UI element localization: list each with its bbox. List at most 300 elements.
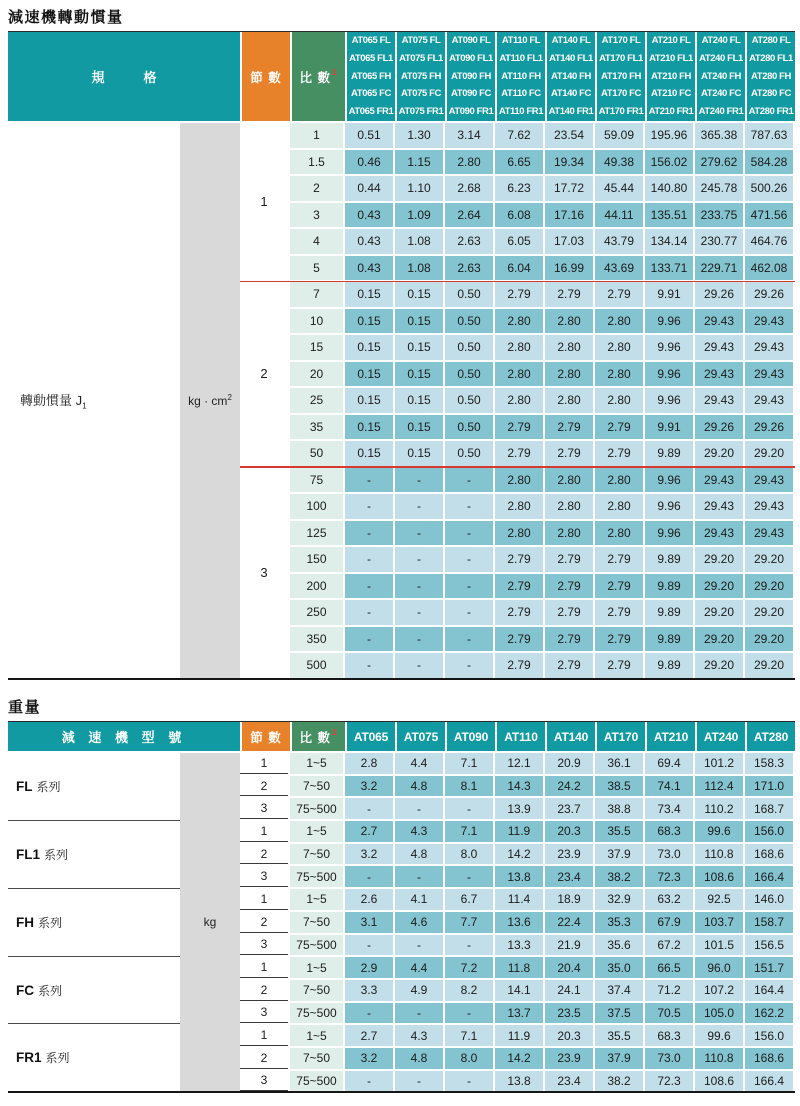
value-cell: 29.20 [695, 574, 743, 599]
value-cell: 73.4 [645, 798, 693, 819]
value-cell: 162.2 [745, 1003, 793, 1024]
value-cell: 13.8 [495, 866, 543, 887]
weight-grid [240, 753, 795, 1091]
value-cell: 38.2 [595, 1071, 643, 1092]
inertia-quantity-label: 轉動慣量 $J_1$ [20, 392, 87, 411]
value-cell: 2.79 [545, 574, 593, 599]
model-column-header: AT170 [597, 722, 645, 751]
value-cell: - [345, 1003, 393, 1024]
value-cell: 112.4 [695, 776, 743, 797]
value-cell: - [445, 1003, 493, 1024]
ratio-cell: 1~5 [290, 1025, 343, 1046]
value-cell: 38.2 [595, 866, 643, 887]
model-variant-label: AT210 FH [651, 70, 691, 82]
value-cell: 19.34 [545, 150, 593, 175]
inertia-body [8, 123, 795, 678]
series-name [8, 957, 180, 1025]
value-cell: 2.79 [495, 574, 543, 599]
value-cell: 29.43 [695, 362, 743, 387]
value-cell: 0.15 [395, 415, 443, 440]
value-cell: 164.4 [745, 980, 793, 1001]
stage-cell: 1 [240, 889, 288, 910]
value-cell: - [445, 547, 493, 572]
model-column-header: AT240 [697, 722, 745, 751]
model-variant-label: AT210 FC [651, 88, 691, 100]
stage-header-label: 節 數 [250, 730, 282, 745]
value-cell: 49.38 [595, 150, 643, 175]
model-variant-label: AT075 FR1 [398, 106, 444, 118]
value-cell: 2.8 [345, 753, 393, 774]
value-cell: 14.1 [495, 980, 543, 1001]
value-cell: 35.5 [595, 821, 643, 842]
value-cell: - [445, 574, 493, 599]
value-cell: 110.2 [695, 798, 743, 819]
value-cell: 29.20 [745, 574, 793, 599]
value-cell: 133.71 [645, 256, 693, 281]
value-cell: 73.0 [645, 844, 693, 865]
value-cell: 2.80 [545, 468, 593, 493]
stage-cell: 2 [240, 1048, 288, 1069]
value-cell: - [395, 798, 443, 819]
model-variant-label: AT210 FR1 [648, 106, 694, 118]
value-cell: 29.43 [695, 521, 743, 546]
model-column-header: AT065 [347, 722, 395, 751]
value-cell: 9.89 [645, 600, 693, 625]
ratio-cell: 1~5 [290, 753, 343, 774]
value-cell: 279.62 [695, 150, 743, 175]
value-cell: 2.80 [545, 335, 593, 360]
group-separator-line [240, 281, 795, 283]
value-cell: 29.43 [695, 494, 743, 519]
value-cell: 37.4 [595, 980, 643, 1001]
model-variant-label: AT170 FH [601, 70, 641, 82]
model-column-header: AT090 [447, 722, 495, 751]
value-cell: 0.15 [395, 309, 443, 334]
value-cell: 2.80 [445, 150, 493, 175]
value-cell: 2.79 [545, 415, 593, 440]
value-cell: 29.20 [745, 627, 793, 652]
value-cell: 2.80 [495, 388, 543, 413]
ratio-cell: 7 [290, 282, 343, 307]
value-cell: 29.43 [745, 388, 793, 413]
value-cell: 2.80 [595, 468, 643, 493]
value-cell: 0.15 [395, 282, 443, 307]
value-cell: - [395, 494, 443, 519]
ratio-cell: 75~500 [290, 866, 343, 887]
value-cell: 2.80 [495, 362, 543, 387]
value-cell: 2.80 [595, 362, 643, 387]
value-cell: 0.50 [445, 441, 493, 466]
inertia-grid-area [240, 123, 795, 678]
value-cell: 36.1 [595, 753, 643, 774]
value-cell: 0.50 [445, 415, 493, 440]
value-cell: 69.4 [645, 753, 693, 774]
model-column-header [697, 32, 745, 121]
model-variant-label: AT170 FR1 [598, 106, 644, 118]
value-cell: 14.3 [495, 776, 543, 797]
value-cell: 4.3 [395, 821, 443, 842]
value-cell: 0.50 [445, 309, 493, 334]
value-cell: 2.80 [595, 335, 643, 360]
value-cell: 96.0 [695, 957, 743, 978]
stage-cell: 1 [240, 1025, 288, 1046]
inertia-section [8, 6, 795, 680]
value-cell: - [345, 468, 393, 493]
value-cell: 0.15 [395, 335, 443, 360]
value-cell: 230.77 [695, 229, 743, 254]
ratio-cell: 7~50 [290, 912, 343, 933]
value-cell: 72.3 [645, 866, 693, 887]
model-variant-label: AT240 FR1 [698, 106, 744, 118]
value-cell: 74.1 [645, 776, 693, 797]
model-variant-label: AT140 FC [551, 88, 591, 100]
value-cell: 16.99 [545, 256, 593, 281]
value-cell: 70.5 [645, 1003, 693, 1024]
value-cell: 500.26 [745, 176, 793, 201]
value-cell: 6.7 [445, 889, 493, 910]
value-cell: 0.15 [345, 335, 393, 360]
value-cell: 108.6 [695, 1071, 743, 1092]
value-cell: 4.1 [395, 889, 443, 910]
value-cell: - [345, 627, 393, 652]
value-cell: - [345, 866, 393, 887]
value-cell: 9.89 [645, 441, 693, 466]
value-cell: 8.2 [445, 980, 493, 1001]
value-cell: 35.6 [595, 935, 643, 956]
value-cell: 9.96 [645, 388, 693, 413]
stage-cell: 1 [240, 753, 288, 774]
inertia-unit-label: kg · $cm^2$ [188, 392, 232, 408]
ratio-cell: 10 [290, 309, 343, 334]
weight-model-column-headers [347, 722, 795, 751]
value-cell: 166.4 [745, 866, 793, 887]
value-cell: - [445, 653, 493, 678]
weight-section [8, 696, 795, 1093]
ratio-cell: 2 [290, 176, 343, 201]
value-cell: - [445, 798, 493, 819]
weight-body [8, 753, 795, 1091]
value-cell: - [345, 494, 393, 519]
value-cell: 2.80 [545, 362, 593, 387]
value-cell: 29.20 [695, 600, 743, 625]
ratio-cell: 20 [290, 362, 343, 387]
value-cell: 3.14 [445, 123, 493, 148]
ratio-header [292, 32, 345, 121]
series-name-column [8, 753, 180, 1091]
value-cell: 6.23 [495, 176, 543, 201]
value-cell: - [445, 494, 493, 519]
value-cell: 11.4 [495, 889, 543, 910]
model-variant-label: AT240 FL1 [699, 52, 743, 64]
value-cell: 7.2 [445, 957, 493, 978]
model-variant-label: AT140 FL1 [549, 52, 593, 64]
value-cell: 67.2 [645, 935, 693, 956]
value-cell: 464.76 [745, 229, 793, 254]
model-variant-label: AT090 FL1 [449, 52, 493, 64]
value-cell: 4.8 [395, 776, 443, 797]
model-variant-label: AT170 FL [601, 34, 641, 46]
model-number-header-label: 減 速 機 型 號 [61, 730, 187, 745]
ratio-cell: 1.5 [290, 150, 343, 175]
value-cell: 0.50 [445, 362, 493, 387]
value-cell: - [345, 600, 393, 625]
ratio-cell: 100 [290, 494, 343, 519]
value-cell: 787.63 [745, 123, 793, 148]
weight-unit-cell [180, 753, 240, 1091]
value-cell: - [395, 1003, 443, 1024]
value-cell: - [395, 627, 443, 652]
value-cell: 2.80 [595, 494, 643, 519]
value-cell: 22.4 [545, 912, 593, 933]
value-cell: 29.43 [695, 309, 743, 334]
model-variant-label: AT075 FC [401, 88, 441, 100]
value-cell: 92.5 [695, 889, 743, 910]
value-cell: 4.8 [395, 1048, 443, 1069]
value-cell: 0.15 [345, 415, 393, 440]
ratio-cell: 75 [290, 468, 343, 493]
value-cell: - [395, 866, 443, 887]
value-cell: 365.38 [695, 123, 743, 148]
model-variant-label: AT065 FL1 [349, 52, 393, 64]
value-cell: 156.0 [745, 821, 793, 842]
stage-cell: 3 [240, 866, 288, 887]
value-cell: 3.2 [345, 1048, 393, 1069]
series-name [8, 1024, 180, 1091]
value-cell: 2.80 [495, 494, 543, 519]
series-code: FC [16, 982, 34, 998]
inertia-header-row [8, 31, 795, 121]
value-cell: 29.20 [695, 547, 743, 572]
value-cell: 20.4 [545, 957, 593, 978]
ratio-cell: 7~50 [290, 776, 343, 797]
value-cell: 103.7 [695, 912, 743, 933]
value-cell: 29.43 [695, 388, 743, 413]
value-cell: 110.8 [695, 844, 743, 865]
value-cell: 2.79 [545, 600, 593, 625]
value-cell: 38.5 [595, 776, 643, 797]
value-cell: 29.20 [745, 547, 793, 572]
ratio-cell: 7~50 [290, 980, 343, 1001]
ratio-cell: 1 [290, 123, 343, 148]
value-cell: 17.72 [545, 176, 593, 201]
value-cell: 23.4 [545, 866, 593, 887]
value-cell: 168.6 [745, 1048, 793, 1069]
model-variant-label: AT280 FL1 [749, 52, 793, 64]
value-cell: 168.7 [745, 798, 793, 819]
weight-table-bottom-border [8, 1091, 795, 1093]
value-cell: 2.79 [595, 574, 643, 599]
stage-cell: 2 [240, 844, 288, 865]
value-cell: 29.20 [745, 653, 793, 678]
ratio-cell: 50 [290, 441, 343, 466]
value-cell: 229.71 [695, 256, 743, 281]
spec-header-label: 規 格 [91, 70, 157, 85]
value-cell: 2.79 [595, 282, 643, 307]
value-cell: 4.8 [395, 844, 443, 865]
ratio-header-label: 比 數 [299, 70, 332, 85]
value-cell: 29.26 [745, 282, 793, 307]
value-cell: 1.08 [395, 229, 443, 254]
model-variant-label: AT240 FC [701, 88, 741, 100]
value-cell: 9.96 [645, 468, 693, 493]
value-cell: 8.0 [445, 1048, 493, 1069]
value-cell: 2.7 [345, 821, 393, 842]
stage-cell: 2 [240, 980, 288, 1001]
value-cell: - [395, 574, 443, 599]
value-cell: 37.5 [595, 1003, 643, 1024]
stage-cell: 1 [240, 123, 288, 280]
value-cell: 23.9 [545, 1048, 593, 1069]
value-cell: - [395, 653, 443, 678]
value-cell: 18.9 [545, 889, 593, 910]
value-cell: 2.79 [595, 627, 643, 652]
value-cell: 2.79 [495, 627, 543, 652]
value-cell: 0.51 [345, 123, 393, 148]
model-column-header: AT280 [747, 722, 795, 751]
value-cell: - [395, 1071, 443, 1092]
value-cell: 158.3 [745, 753, 793, 774]
model-variant-label: AT210 FL1 [649, 52, 693, 64]
value-cell: 29.43 [745, 468, 793, 493]
value-cell: 2.80 [495, 335, 543, 360]
value-cell: 108.6 [695, 866, 743, 887]
value-cell: 9.96 [645, 335, 693, 360]
value-cell: - [345, 1071, 393, 1092]
stage-cell: 3 [240, 935, 288, 956]
value-cell: 140.80 [645, 176, 693, 201]
model-variant-label: AT280 FC [751, 88, 791, 100]
value-cell: 0.50 [445, 388, 493, 413]
ratio-cell: 25 [290, 388, 343, 413]
value-cell: 13.8 [495, 1071, 543, 1092]
value-cell: 9.91 [645, 415, 693, 440]
value-cell: 2.80 [495, 521, 543, 546]
model-variant-label: AT210 FL [651, 34, 691, 46]
value-cell: 37.9 [595, 1048, 643, 1069]
value-cell: 32.9 [595, 889, 643, 910]
value-cell: 9.89 [645, 627, 693, 652]
value-cell: 29.43 [745, 521, 793, 546]
value-cell: 68.3 [645, 1025, 693, 1046]
stage-cell: 3 [240, 468, 288, 678]
value-cell: 0.15 [345, 388, 393, 413]
value-cell: 2.79 [545, 653, 593, 678]
series-suffix: 系列 [36, 779, 61, 794]
model-column-header [647, 32, 695, 121]
value-cell: 8.0 [445, 844, 493, 865]
value-cell: 23.4 [545, 1071, 593, 1092]
value-cell: - [345, 521, 393, 546]
ratio-cell: 125 [290, 521, 343, 546]
value-cell: - [395, 521, 443, 546]
value-cell: 37.9 [595, 844, 643, 865]
value-cell: 2.79 [495, 547, 543, 572]
value-cell: 105.0 [695, 1003, 743, 1024]
value-cell: 43.69 [595, 256, 643, 281]
value-cell: 59.09 [595, 123, 643, 148]
model-column-header [347, 32, 395, 121]
series-code: FL [16, 778, 33, 794]
ratio-cell: 1~5 [290, 821, 343, 842]
group-separator-line [240, 466, 795, 468]
value-cell: 2.79 [495, 282, 543, 307]
series-name [8, 753, 180, 821]
ratio-cell: 1~5 [290, 889, 343, 910]
value-cell: 29.20 [745, 441, 793, 466]
value-cell: 2.79 [595, 653, 643, 678]
model-column-header [497, 32, 545, 121]
value-cell: - [445, 1071, 493, 1092]
value-cell: 7.7 [445, 912, 493, 933]
value-cell: - [445, 521, 493, 546]
weight-grid-area [240, 753, 795, 1091]
series-suffix: 系列 [38, 983, 63, 998]
model-variant-label: AT240 FH [701, 70, 741, 82]
stage-cell: 1 [240, 821, 288, 842]
value-cell: 20.9 [545, 753, 593, 774]
model-variant-label: AT065 FH [351, 70, 391, 82]
value-cell: 38.8 [595, 798, 643, 819]
value-cell: 35.5 [595, 1025, 643, 1046]
value-cell: 45.44 [595, 176, 643, 201]
value-cell: 43.79 [595, 229, 643, 254]
value-cell: 29.26 [695, 282, 743, 307]
model-variant-label: AT075 FL1 [399, 52, 443, 64]
value-cell: 13.6 [495, 912, 543, 933]
value-cell: 0.43 [345, 256, 393, 281]
value-cell: 35.0 [595, 957, 643, 978]
value-cell: 158.7 [745, 912, 793, 933]
value-cell: 4.4 [395, 753, 443, 774]
value-cell: 23.54 [545, 123, 593, 148]
ratio-cell: 75~500 [290, 798, 343, 819]
value-cell: 2.79 [595, 600, 643, 625]
value-cell: - [345, 935, 393, 956]
value-cell: 17.03 [545, 229, 593, 254]
ratio-cell: 3 [290, 203, 343, 228]
value-cell: 2.80 [545, 521, 593, 546]
weight-title: 重量 [8, 699, 42, 716]
model-variant-label: AT110 FH [501, 70, 541, 82]
ratio-footnote-mark: 1 [332, 727, 338, 737]
value-cell: 23.5 [545, 1003, 593, 1024]
model-column-header: AT110 [497, 722, 545, 751]
model-column-header: AT075 [397, 722, 445, 751]
value-cell: - [445, 935, 493, 956]
value-cell: 2.80 [545, 309, 593, 334]
value-cell: 195.96 [645, 123, 693, 148]
value-cell: 3.2 [345, 776, 393, 797]
value-cell: 29.20 [695, 441, 743, 466]
model-variant-label: AT065 FL [351, 34, 391, 46]
value-cell: 584.28 [745, 150, 793, 175]
value-cell: 23.7 [545, 798, 593, 819]
value-cell: 24.1 [545, 980, 593, 1001]
value-cell: 1.10 [395, 176, 443, 201]
value-cell: 0.46 [345, 150, 393, 175]
value-cell: 2.79 [495, 600, 543, 625]
value-cell: 146.0 [745, 889, 793, 910]
value-cell: 0.44 [345, 176, 393, 201]
model-variant-label: AT170 FC [601, 88, 641, 100]
ratio-cell: 350 [290, 627, 343, 652]
value-cell: 471.56 [745, 203, 793, 228]
value-cell: - [345, 798, 393, 819]
value-cell: 4.6 [395, 912, 443, 933]
value-cell: 2.7 [345, 1025, 393, 1046]
value-cell: 9.91 [645, 282, 693, 307]
series-name [8, 821, 180, 889]
